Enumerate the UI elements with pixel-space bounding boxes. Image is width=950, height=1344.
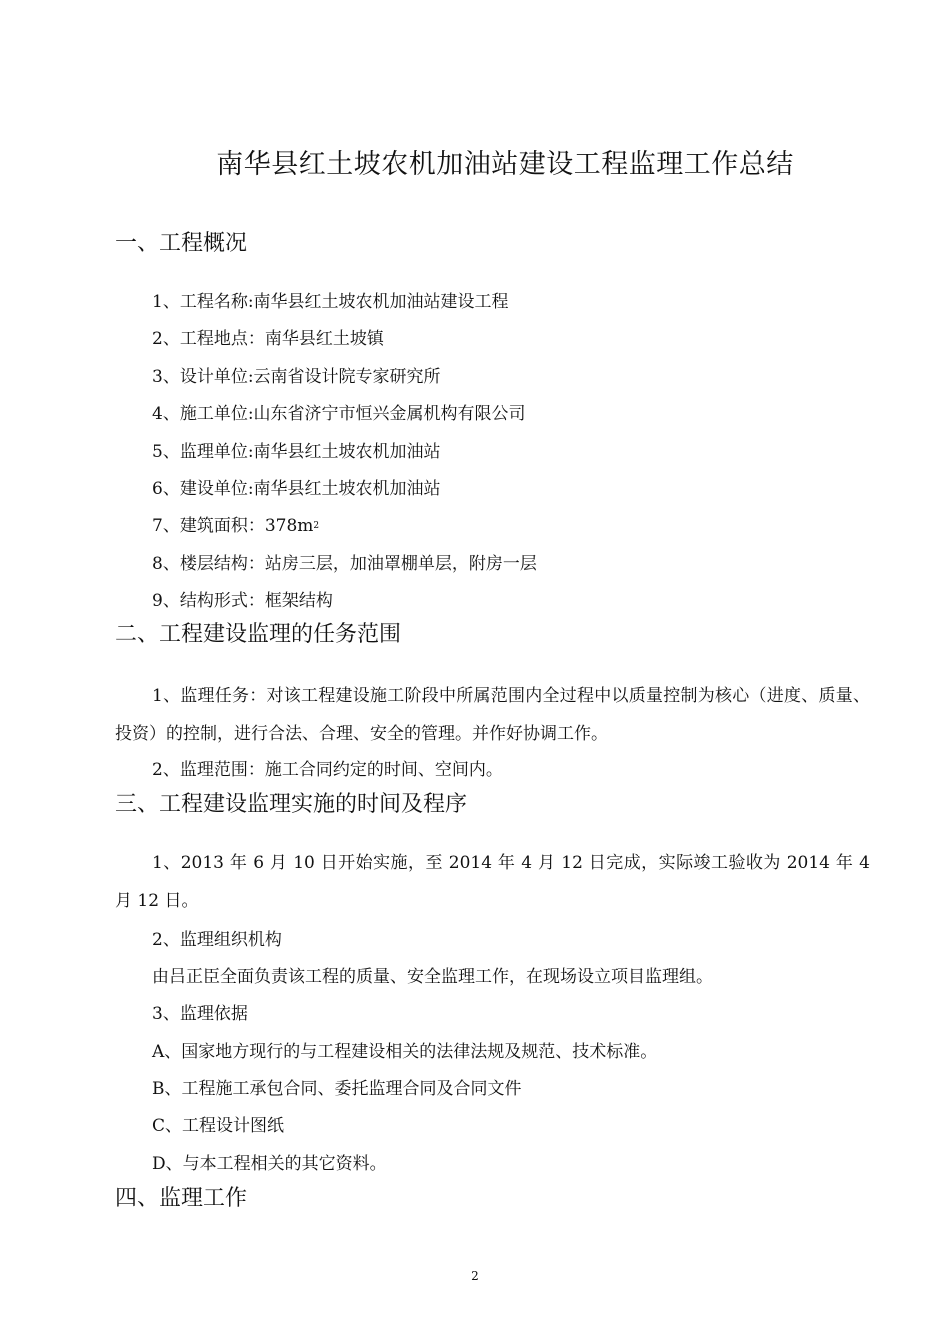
section-heading-overview: 一、工程概况 <box>115 231 248 256</box>
schedule-item-basis-c: C、工程设计图纸 <box>152 1116 285 1136</box>
schedule-item-organization-text: 由吕正臣全面负责该工程的质量、安全监理工作，在现场设立项目监理组。 <box>152 967 713 987</box>
section-heading-supervision-work: 四、监理工作 <box>115 1186 248 1211</box>
overview-item-location: 2、工程地点：南华县红土坡镇 <box>152 329 384 349</box>
overview-item-owner: 6、建设单位:南华县红土坡农机加油站 <box>152 479 441 499</box>
document-title: 南华县红土坡农机加油站建设工程监理工作总结 <box>216 149 794 180</box>
overview-item-supervisor: 5、监理单位:南华县红土坡农机加油站 <box>152 442 441 462</box>
schedule-item-basis-a: A、国家地方现行的与工程建设相关的法律法规及规范、技术标准。 <box>152 1042 658 1062</box>
overview-item-project-name: 1、工程名称:南华县红土坡农机加油站建设工程 <box>152 292 509 312</box>
schedule-item-basis-d: D、与本工程相关的其它资料。 <box>152 1154 387 1174</box>
schedule-item-basis-b: B、工程施工承包合同、委托监理合同及合同文件 <box>152 1079 522 1099</box>
section-heading-schedule: 三、工程建设监理实施的时间及程序 <box>115 792 468 817</box>
overview-item-designer: 3、设计单位:云南省设计院专家研究所 <box>152 367 441 387</box>
scope-item-task: 1、监理任务：对该工程建设施工阶段中所属范围内全过程中以质量控制为核心（进度、质量、投资）的控制，进行合法、合理、安全的管理。并作好协调工作。 <box>115 686 870 744</box>
overview-item-contractor: 4、施工单位:山东省济宁市恒兴金属机构有限公司 <box>152 404 526 424</box>
schedule-item-dates: 1、2013 年 6 月 10 日开始实施，至 2014 年 4 月 12 日完成，实际竣工验收为 2014 年 4 月 12 日。 <box>115 853 870 911</box>
page-number: 2 <box>471 1269 479 1283</box>
overview-item-floors: 8、楼层结构：站房三层，加油罩棚单层，附房一层 <box>152 554 537 574</box>
schedule-item-basis-title: 3、监理依据 <box>152 1004 248 1024</box>
schedule-item-organization-title: 2、监理组织机构 <box>152 930 282 950</box>
overview-item-structure: 9、结构形式：框架结构 <box>152 591 333 611</box>
section-heading-scope: 二、工程建设监理的任务范围 <box>115 622 402 647</box>
floor-area-text: 7、建筑面积：378m <box>152 516 314 536</box>
overview-item-floor-area <box>152 513 319 539</box>
floor-area-superscript: 2 <box>313 521 320 531</box>
scope-item-range: 2、监理范围：施工合同约定的时间、空间内。 <box>152 760 503 780</box>
